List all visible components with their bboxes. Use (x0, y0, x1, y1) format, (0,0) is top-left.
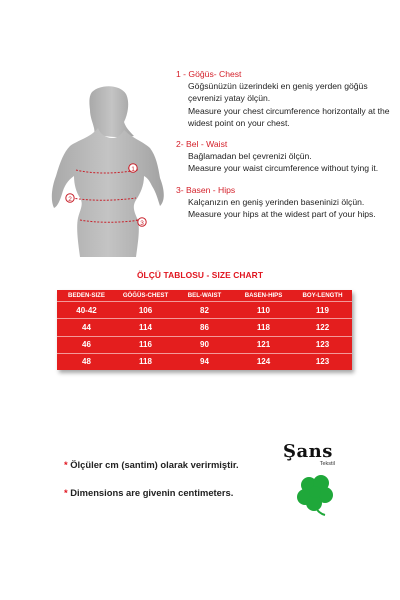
table-row (57, 302, 352, 319)
chest-text-tr: Göğsünüzün üzerindeki en geniş yerden göğüs çevrenizi yatay ölçün. (188, 81, 368, 104)
note-english-text: Dimensions are givenin centimeters. (70, 487, 234, 498)
table-cell: 123 (293, 353, 352, 370)
waist-text-tr: Bağlamadan bel çevrenizi ölçün. (188, 151, 312, 162)
table-cell: 82 (175, 302, 234, 319)
note-asterisk: * (64, 487, 68, 498)
brand-name: Şans (283, 441, 333, 462)
table-cell: 90 (175, 336, 234, 353)
silhouette-icon (40, 82, 170, 257)
marker-1-label: 1 (131, 165, 135, 173)
header-size: BEDEN-SIZE (68, 292, 105, 299)
table-cell: 46 (57, 336, 116, 353)
header-chest: GÖĞÜS-CHEST (122, 292, 169, 299)
note-turkish-text: Ölçüler cm (santim) olarak verirmiştir. (70, 459, 239, 470)
chest-title: 1 - Göğüs- Chest (176, 69, 242, 79)
table-cell: 114 (116, 319, 175, 336)
marker-2-label: 2 (68, 195, 72, 203)
hips-title: 3- Basen - Hips (176, 184, 236, 195)
table-cell: 44 (57, 319, 116, 336)
chest-text-en: Measure your chest circumference horizontally at the widest point on your chest. (188, 105, 390, 128)
marker-3-icon (138, 218, 146, 227)
table-cell: 86 (175, 319, 234, 336)
table-cell: 40-42 (57, 302, 116, 319)
table-cell: 122 (293, 319, 352, 336)
hips-text-en: Measure your hips at the widest part of your hips. (188, 209, 376, 220)
brand-logo (283, 443, 343, 467)
table-cell: 123 (293, 336, 352, 353)
header-waist: BEL-WAIST (187, 292, 222, 299)
clover-icon (295, 473, 337, 517)
hips-text-tr: Kalçanızın en geniş yerinden baseninizi ölçün. (188, 196, 365, 207)
table-row (57, 336, 352, 353)
note-asterisk: * (64, 459, 68, 470)
table-cell: 48 (57, 353, 116, 370)
measurement-instructions (176, 68, 391, 220)
size-chart-header-row (57, 290, 352, 302)
size-chart-title: ÖLÇÜ TABLOSU - SIZE CHART (136, 270, 264, 280)
waist-text-en: Measure your waist circumference without tying it. (188, 163, 379, 174)
marker-3-label: 3 (140, 219, 144, 227)
header-hips: BASEN-HIPS (244, 292, 283, 299)
brand-subtitle: Tekstil (319, 461, 335, 467)
table-row (57, 319, 352, 336)
table-cell: 119 (293, 302, 352, 319)
table-cell: 94 (175, 353, 234, 370)
table-row (57, 353, 352, 370)
table-cell: 116 (116, 336, 175, 353)
marker-1-icon (129, 164, 137, 173)
size-chart-table (57, 290, 352, 370)
waist-title: 2- Bel - Waist (176, 139, 228, 150)
header-length: BOY-LENGTH (302, 292, 343, 299)
marker-2-icon (66, 194, 74, 203)
body-silhouette-figure (40, 82, 170, 257)
table-cell: 106 (116, 302, 175, 319)
table-cell: 118 (116, 353, 175, 370)
note-english (64, 487, 233, 498)
table-cell: 110 (234, 302, 293, 319)
table-cell: 124 (234, 353, 293, 370)
table-cell: 121 (234, 336, 293, 353)
size-chart-table-container (57, 290, 352, 370)
note-turkish (64, 459, 239, 470)
table-cell: 118 (234, 319, 293, 336)
